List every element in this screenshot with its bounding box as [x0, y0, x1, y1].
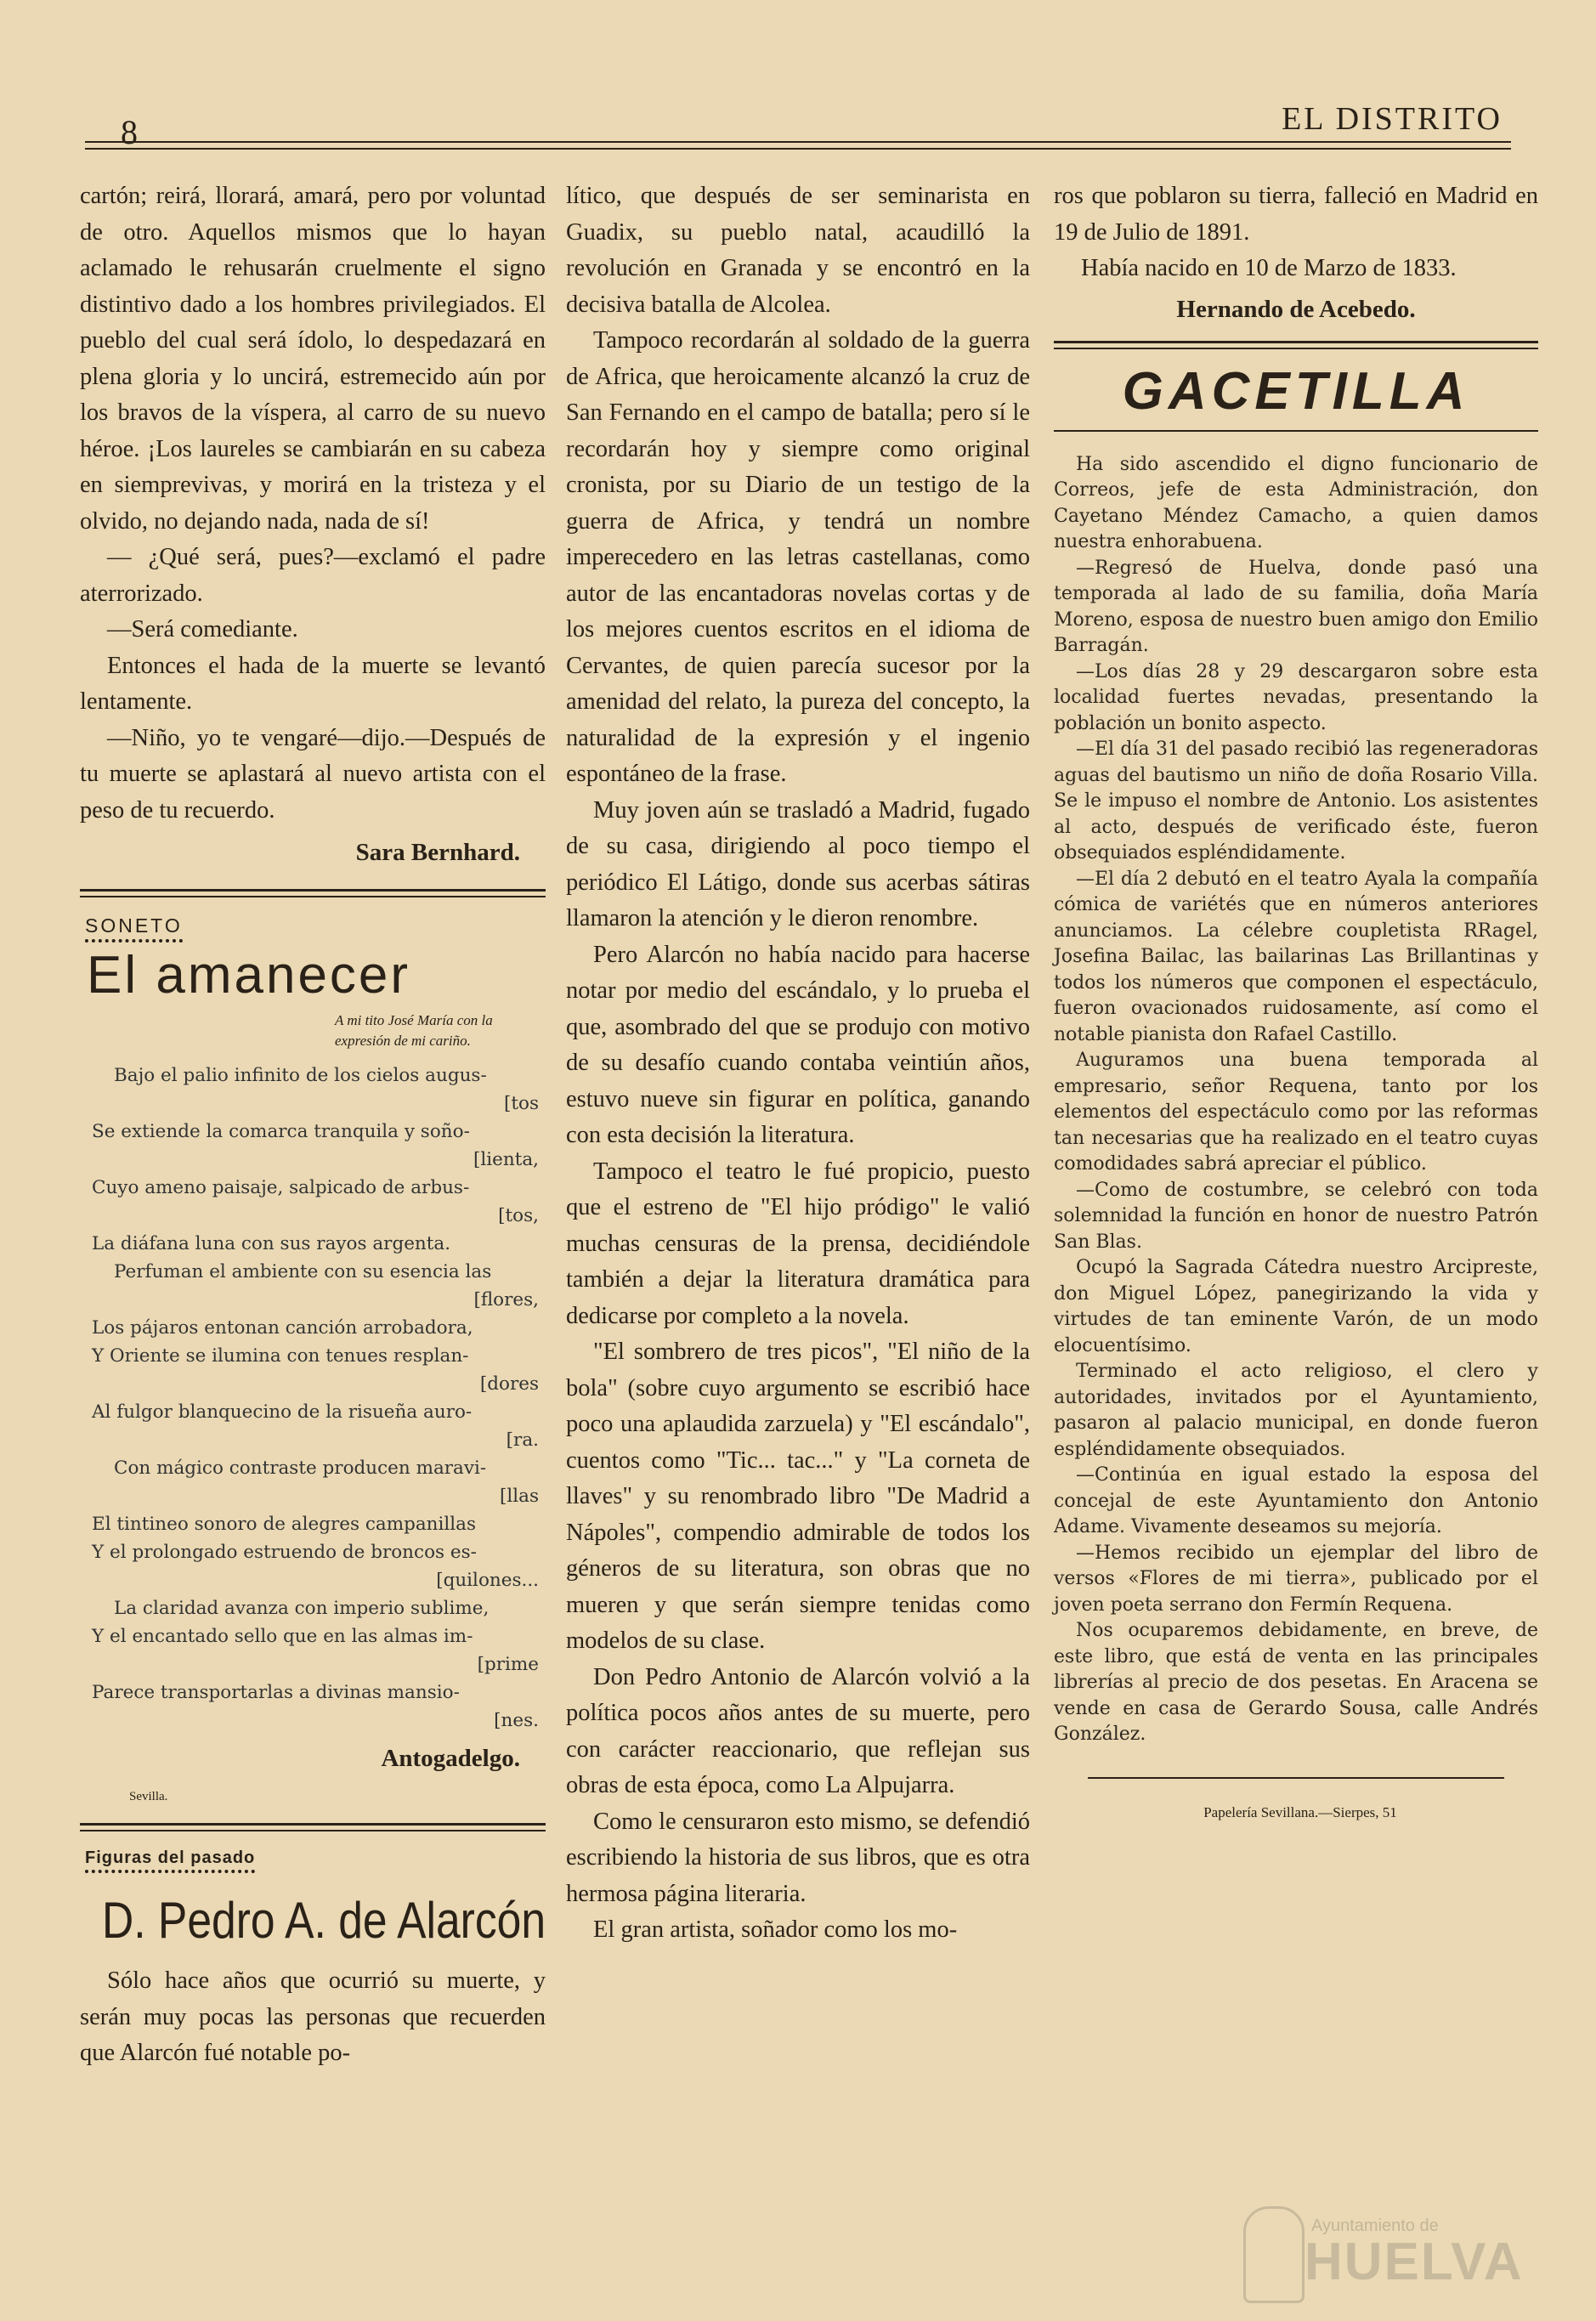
article-paragraph: ros que poblaron su tierra, falleció en Madrid en 19 de Julio de 1891.	[1054, 183, 1538, 246]
poem-line: [tos	[503, 1093, 539, 1114]
article-paragraph: Don Pedro Antonio de Alarcón volvió a la política pocos años antes de su muerte, pero con carácter reaccionario, que reflejan sus obras de esta época, como La Alpujarra.	[566, 1663, 1030, 1798]
poem-line: [dores	[479, 1373, 539, 1395]
gacetilla-item: Ocupó la Sagrada Cátedra nuestro Arcipreste, don Miguel López, panegirizando la vida y virtudes de tan eminente Varón, de un modo elocuentísimo.	[1054, 1257, 1538, 1356]
poem-line: Al fulgor blanquecino de la risueña auro-	[92, 1401, 473, 1423]
poem-line: [nes.	[494, 1710, 539, 1731]
gacetilla-item: —Continúa en igual estado la esposa del concejal de este Ayuntamiento don Antonio Adame. Vivamente deseamos su mejoría.	[1054, 1464, 1538, 1537]
section-rule	[80, 1823, 546, 1831]
poem-line: [ra.	[506, 1429, 539, 1451]
archive-watermark	[1237, 2203, 1576, 2305]
coat-of-arms-icon	[1243, 2206, 1305, 2303]
story-paragraph: —Será comediante.	[107, 616, 298, 643]
poem-line: [llas	[500, 1486, 539, 1507]
poem-line: Bajo el palio infinito de los cielos augus-	[114, 1065, 487, 1086]
story-signature: Sara Bernhard.	[355, 839, 520, 866]
poem-line: Y el prolongado estruendo de broncos es-	[92, 1542, 477, 1563]
header-rule	[85, 141, 1511, 150]
story-paragraph: — ¿Qué será, pues?—exclamó el padre aterrorizado.	[80, 544, 546, 607]
poem-line: La diáfana luna con sus rayos argenta.	[92, 1233, 451, 1254]
article-paragraph: Tampoco el teatro le fué propicio, puesto que el estreno de "El hijo pródigo" le valió muchas censuras de la prensa, decidiéndole también a dejar la literatura dramática para dedicarse por completo a la novela.	[566, 1158, 1030, 1329]
poem-line: [quilones...	[436, 1570, 539, 1591]
poem-line: Cuyo ameno paisaje, salpicado de arbus-	[92, 1177, 470, 1198]
sonnet-signature: Antogadelgo.	[381, 1745, 520, 1772]
section-rule	[1054, 341, 1538, 349]
poem-line: Con mágico contraste producen maravi-	[114, 1458, 487, 1479]
poem-line: Parece transportarlas a divinas mansio-	[92, 1682, 460, 1703]
sonnet-place: Sevilla.	[129, 1790, 168, 1803]
column-3	[1054, 178, 1538, 1821]
gacetilla-item: —Como de costumbre, se celebró con toda solemnidad la función en honor de nuestro Patrón San Blas.	[1054, 1179, 1538, 1253]
gacetilla-body	[1054, 452, 1538, 1748]
article-paragraph: Pero Alarcón no había nacido para hacerse notar por medio del escándalo, y lo prueba el que, asombrado del que se produjo con motivo de su desafío cuando contaba veintiún años, estuvo nueve sin figurar en política, ganando con esta decisión la literatura.	[566, 941, 1030, 1148]
article-signature: Hernando de Acebedo.	[1176, 295, 1416, 323]
poem-line: Y el encantado sello que en las almas im-	[92, 1626, 473, 1647]
sonnet-body	[80, 1061, 546, 1735]
poem-line: Y Oriente se ilumina con tenues resplan-	[92, 1345, 469, 1367]
article-paragraph: Sólo hace años que ocurrió su muerte, y serán muy pocas las personas que recuerden que Alarcón fué notable po-	[80, 1967, 546, 2066]
gacetilla-item: —Hemos recibido un ejemplar del libro de versos «Flores de mi tierra», publicado por el joven poeta serrano don Fermín Requena.	[1054, 1542, 1538, 1616]
poem-line: [flores,	[473, 1289, 539, 1311]
article-paragraph: lítico, que después de ser seminarista en Guadix, su pueblo natal, acaudilló la revolución en Granada y se encontró en la decisiva batalla de Alcolea.	[566, 183, 1030, 318]
gacetilla-item: Nos ocuparemos debidamente, en breve, de este libro, que está de venta en las principales librerías al precio de dos pesetas. En Aracena se vende en casa de Gerardo Sousa, calle Andrés González.	[1054, 1620, 1538, 1745]
section-rule	[80, 889, 546, 897]
story-paragraph: Entonces el hada de la muerte se levantó lentamente.	[80, 652, 546, 715]
column-2	[566, 178, 1030, 1949]
article-paragraph: El gran artista, soñador como los mo-	[593, 1916, 958, 1943]
gacetilla-item: Ha sido ascendido el digno funcionario de Correos, jefe de esta Administración, don Cayetano Méndez Camacho, a quien damos nuestra enhorabuena.	[1054, 453, 1538, 552]
masthead: EL DISTRITO	[1282, 101, 1503, 137]
poem-line: El tintineo sonoro de alegres campanillas	[92, 1514, 476, 1535]
article-kicker: Figuras del pasado	[85, 1848, 255, 1873]
poem-line: Perfuman el ambiente con su esencia las	[114, 1261, 492, 1282]
article-paragraph: Tampoco recordarán al soldado de la guerra de Africa, que heroicamente alcanzó la cruz de San Fernando en el campo de batalla; pero sí le recordarán hoy y siempre como original cronista, por su Diario de un testigo de la guerra de Africa, y tendrá un nombre imperecedero en las letras castellanas, como autor de las encantadoras novelas cortas y de los mejores cuentos escritos en el idioma de Cervantes, de quien parecía sucesor por la amenidad del relato, la pureza del concepto, la naturalidad de la expresión y el ingenio espontáneo de la frase.	[566, 327, 1030, 787]
gacetilla-item: —Los días 28 y 29 descargaron sobre esta localidad fuertes nevadas, presentando la población un bonito aspecto.	[1054, 660, 1538, 734]
page-number: 8	[121, 113, 138, 151]
sonnet-dedication: A mi tito José María con la expresión de mi cariño.	[335, 1012, 493, 1049]
article-title: D. Pedro A. de Alarcón	[102, 1892, 546, 1949]
poem-line: La claridad avanza con imperio sublime,	[114, 1598, 490, 1619]
gacetilla-item: —El día 2 debutó en el teatro Ayala la compañía cómica de variétés que en números anteriores anunciamos. La célebre coupletista RRagel, Josefina Bailac, las bailarinas Las Brillantinas y todos los números que componen el espectáculo, fueron ovacionados ruidosamente, así como el notable pianista don Rafael Castillo.	[1054, 868, 1538, 1045]
poem-line: [lienta,	[473, 1149, 539, 1170]
poem-line: Se extiende la comarca tranquila y soño-	[92, 1121, 470, 1142]
printer-footer: Papelería Sevillana.—Sierpes, 51	[1203, 1803, 1397, 1820]
gacetilla-item: Auguramos una buena temporada al empresario, señor Requena, tanto por los elementos del espectáculo como por las reformas tan necesarias que ha realizado en el teatro cuyas comodidades sabrá apreciar el público.	[1054, 1050, 1538, 1175]
sonnet-title: El amanecer	[87, 946, 411, 1005]
gacetilla-title: GACETILLA	[1122, 361, 1470, 421]
column-1	[80, 178, 546, 2072]
poem-line: [tos,	[498, 1205, 539, 1226]
story-paragraph: —Niño, yo te vengaré—dijo.—Después de tu muerte se aplastará al nuevo artista con el peso de tu recuerdo.	[80, 724, 546, 824]
gacetilla-item: Terminado el acto religioso, el clero y autoridades, invitados por el Ayuntamiento, pasaron al palacio municipal, en donde fueron espléndidamente obsequiados.	[1054, 1361, 1538, 1460]
sonnet-kicker: SONETO	[85, 914, 183, 943]
footer-rule	[1088, 1777, 1504, 1779]
watermark-line-2: HUELVA	[1305, 2233, 1524, 2291]
gacetilla-item: —Regresó de Huelva, donde pasó una temporada al lado de su familia, doña María Moreno, esposa de nuestro buen amigo don Emilio Barragán.	[1054, 557, 1538, 656]
article-paragraph: Muy joven aún se trasladó a Madrid, fugado de su casa, dirigiendo al poco tiempo el periódico El Látigo, donde sus acerbas sátiras llamaron la atención y le dieron renombre.	[566, 796, 1030, 931]
story-paragraph: cartón; reirá, llorará, amará, pero por voluntad de otro. Aquellos mismos que lo hayan aclamado le rehusarán cruelmente el signo distintivo dado a los hombres privilegiados. El pueblo del cual será ídolo, lo despedazará en plena gloria y lo uncirá, estremecido aún por los bravos de la víspera, al carro de su nuevo héroe. ¡Los laureles se cambiarán en su cabeza en siemprevivas, y morirá en la tristeza y el olvido, no dejando nada, nada de sí!	[80, 183, 546, 535]
article-paragraph: Como le censuraron esto mismo, se defendió escribiendo la historia de sus libros, que es otra hermosa página literaria.	[566, 1808, 1030, 1907]
article-paragraph: "El sombrero de tres picos", "El niño de la bola" (sobre cuyo argumento se escribió hace poco una aplaudida zarzuela) y "El escándalo", cuentos como "Tic... tac..." y "La corneta de llaves" y su renombrado libro "De Madrid a Nápoles", compendio admirable de todos los géneros de su literatura, son obras que no mueren y que serán siempre tenidas como modelos de su clase.	[566, 1339, 1030, 1654]
article-paragraph: Había nacido en 10 de Marzo de 1833.	[1081, 255, 1457, 281]
poem-line: [prime	[477, 1654, 539, 1675]
watermark-line-1: Ayuntamiento de	[1311, 2216, 1439, 2235]
poem-line: Los pájaros entonan canción arrobadora,	[92, 1317, 473, 1339]
section-rule	[1054, 430, 1538, 432]
gacetilla-item: —El día 31 del pasado recibió las regeneradoras aguas del bautismo un niño de doña Rosario Villa. Se le impuso el nombre de Antonio. Los asistentes al acto, después de verificado éste, fueron obsequiados espléndidamente.	[1054, 739, 1538, 863]
